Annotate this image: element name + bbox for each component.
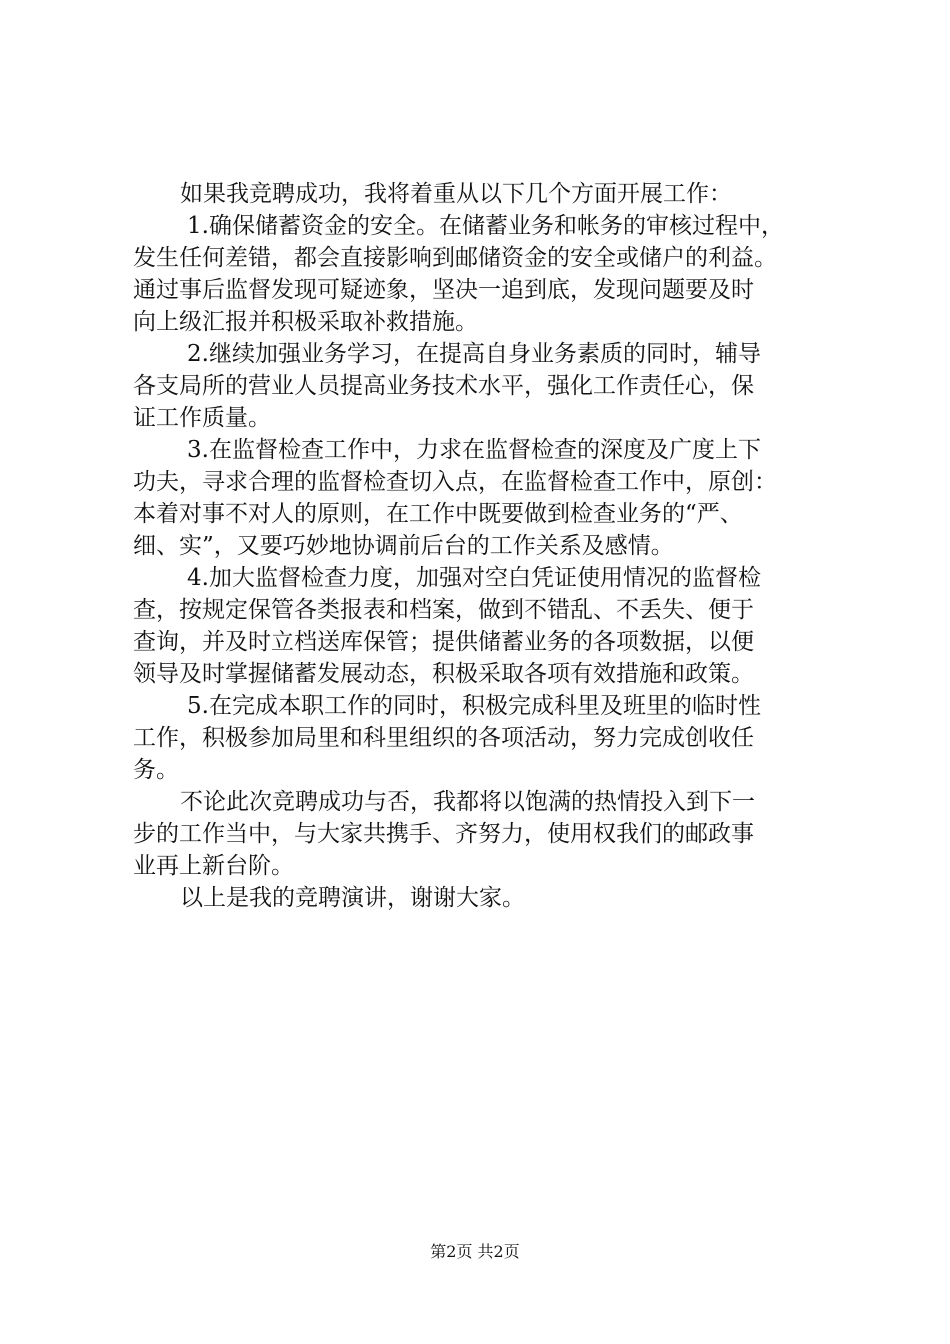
paragraph-3-line-1: 3.在监督检查工作中，力求在监督检查的深度及广度上下 (187, 437, 761, 463)
paragraph-5-line-3: 务。 (133, 757, 179, 783)
paragraph-5-line-1: 5.在完成本职工作的同时，积极完成科里及班里的临时性 (187, 693, 761, 719)
paragraph-1-line-3: 通过事后监督发现可疑迹象，坚决一追到底，发现问题要及时 (133, 277, 754, 303)
paragraph-1-line-2: 发生任何差错，都会直接影响到邮储资金的安全或储户的利益。 (133, 245, 777, 271)
paragraph-3-line-3: 本着对事不对人的原则，在工作中既要做到检查业务的“严、 (133, 501, 743, 527)
page-number-footer: 第2页 共2页 (430, 1242, 520, 1261)
paragraph-1-line-1: 1.确保储蓄资金的安全。在储蓄业务和帐务的审核过程中， (187, 213, 784, 239)
paragraph-2-line-2: 各支局所的营业人员提高业务技术水平，强化工作责任心，保 (133, 373, 754, 399)
paragraph-3-line-4: 细、实”，又要巧妙地协调前后台的工作关系及感情。 (133, 533, 674, 559)
paragraph-5-line-2: 工作，积极参加局里和科里组织的各项活动，努力完成创收任 (133, 725, 754, 751)
paragraph-thanks: 以上是我的竞聘演讲，谢谢大家。 (180, 885, 525, 911)
paragraph-3-line-2: 功夫，寻求合理的监督检查切入点，在监督检查工作中，原创： (133, 469, 777, 495)
paragraph-intro: 如果我竞聘成功，我将着重从以下几个方面开展工作： (180, 181, 732, 207)
paragraph-4-line-1: 4.加大监督检查力度，加强对空白凭证使用情况的监督检 (187, 565, 761, 591)
paragraph-closing-line-1: 不论此次竞聘成功与否，我都将以饱满的热情投入到下一 (180, 789, 755, 815)
paragraph-2-line-1: 2.继续加强业务学习，在提高自身业务素质的同时，辅导 (187, 341, 761, 367)
paragraph-4-line-4: 领导及时掌握储蓄发展动态，积极采取各项有效措施和政策。 (133, 661, 754, 687)
paragraph-closing-line-3: 业再上新台阶。 (133, 853, 294, 879)
paragraph-4-line-2: 查，按规定保管各类报表和档案，做到不错乱、不丢失、便于 (133, 597, 754, 623)
paragraph-2-line-3: 证工作质量。 (133, 405, 271, 431)
paragraph-1-line-4: 向上级汇报并积极采取补救措施。 (133, 309, 478, 335)
paragraph-closing-line-2: 步的工作当中，与大家共携手、齐努力，使用权我们的邮政事 (133, 821, 754, 847)
paragraph-4-line-3: 查询，并及时立档送库保管；提供储蓄业务的各项数据，以便 (133, 629, 754, 655)
